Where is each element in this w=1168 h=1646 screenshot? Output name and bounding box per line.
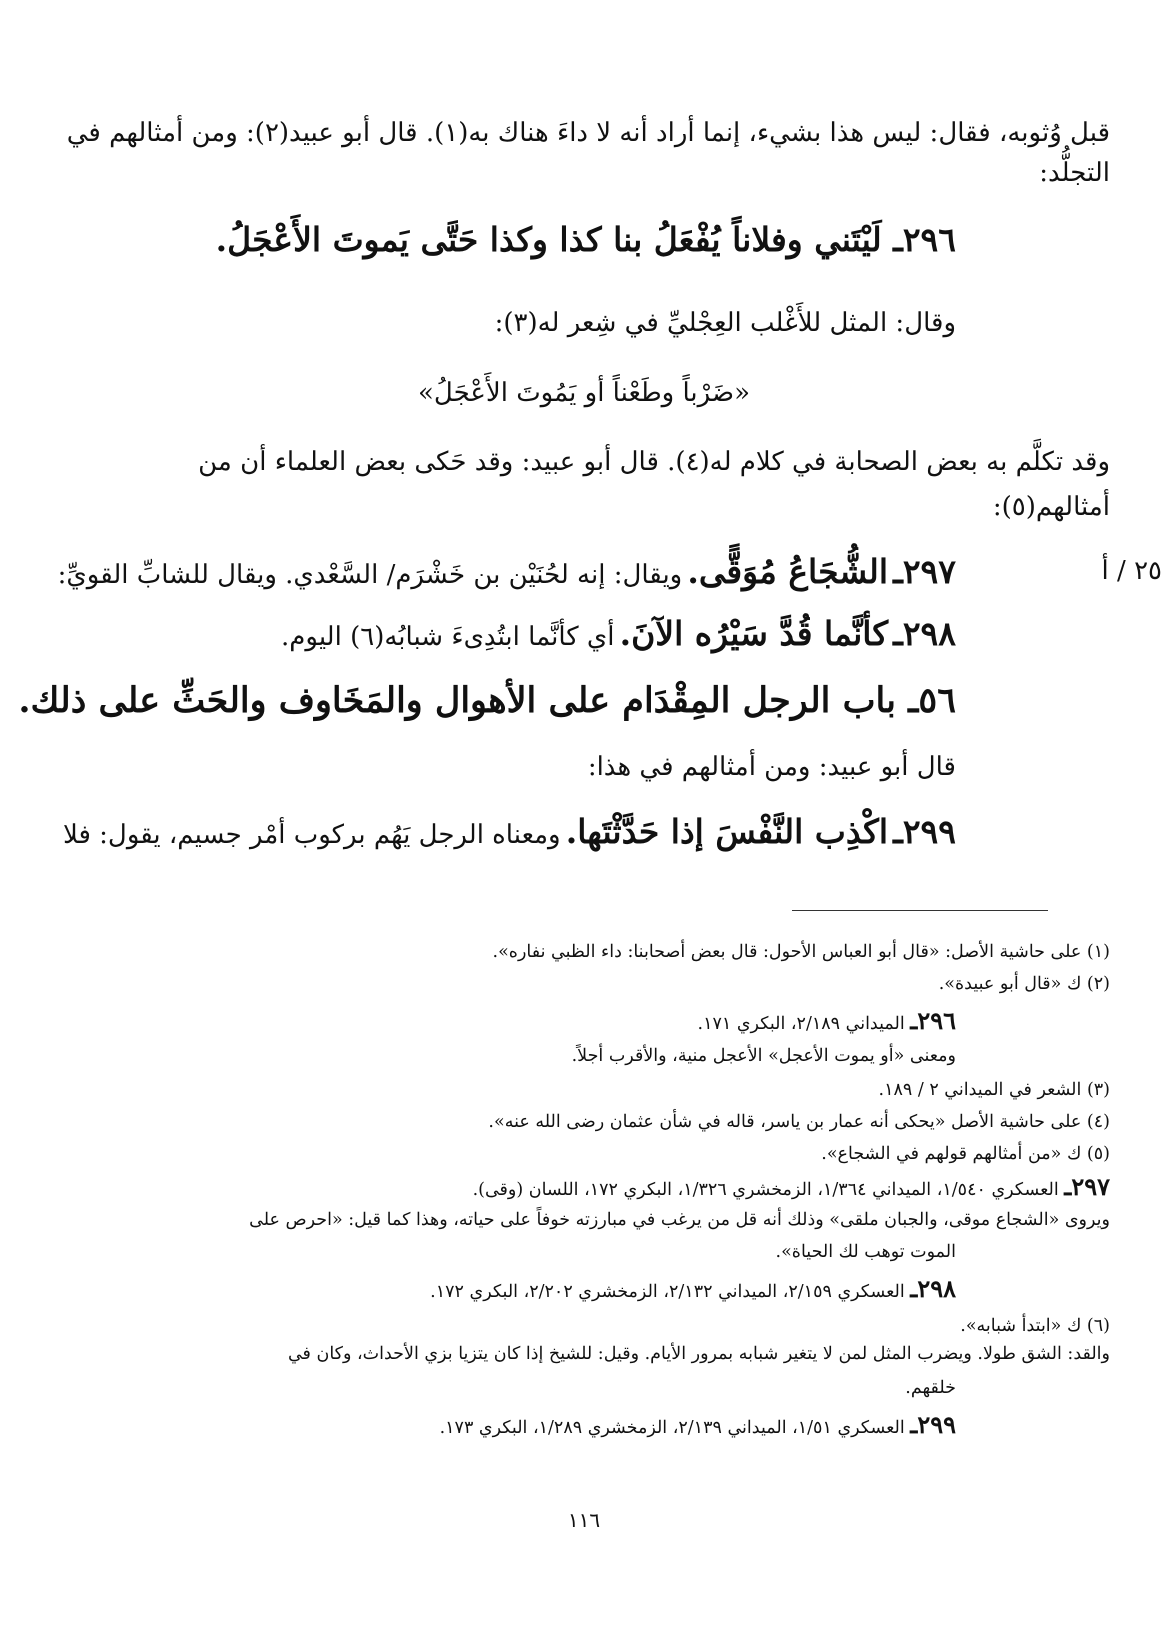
proverb-296: ٢٩٦ـ لَيْتَني وفلاناً يُفْعَلُ بنا كذا وكذا حَتَّى يَموتَ الأَعْجَلُ. bbox=[215, 220, 956, 259]
note-explanation: ومعنى «أو يموت الأعجل» الأعجل منية، والأقرب أجلاً. bbox=[571, 1046, 956, 1066]
note-number: ٢٩٦ـ bbox=[910, 1006, 956, 1035]
note-explanation: والقد: الشق طولا. ويضرب المثل لمن لا يتغير شبابه بمرور الأيام. وقيل: للشيخ إذا كان يتزيا بزي الأحداث، وكان في bbox=[287, 1344, 1110, 1364]
proverb-number: ٢٩٨ـ bbox=[893, 614, 956, 653]
proverb-299 bbox=[63, 812, 956, 851]
source-note-296 bbox=[697, 1006, 956, 1035]
source-note-299 bbox=[440, 1410, 956, 1439]
footnote: (١) على حاشية الأصل: «قال أبو العباس الأحول: قال بعض أصحابنا: داء الظبي نفاره». bbox=[492, 942, 1110, 962]
footnote: (٣) الشعر في الميداني ٢ / ١٨٩. bbox=[878, 1080, 1110, 1100]
footnote: (٥) ك «من أمثالهم قولهم في الشجاع». bbox=[821, 1144, 1110, 1164]
proverb-297 bbox=[58, 552, 956, 591]
proverb-text: الشُّجَاعُ مُوَقًّى. bbox=[687, 552, 889, 591]
proverb-commentary: أي كأنَّما ابتُدِىءَ شبابُه(٦) اليوم. bbox=[281, 622, 615, 652]
proverb-number: ٢٩٧ـ bbox=[893, 552, 956, 591]
proverb-commentary: ويقال: إنه لحُنَيْن بن خَشْرَم/ السَّعْدي. ويقال للشابِّ القويِّ: bbox=[57, 560, 683, 590]
note-number: ٢٩٧ـ bbox=[1064, 1172, 1110, 1201]
note-explanation: خلقهم. bbox=[905, 1378, 956, 1398]
page-number: ١١٦ bbox=[567, 1508, 601, 1532]
note-number: ٢٩٨ـ bbox=[910, 1274, 956, 1303]
proverb-commentary: ومعناه الرجل يَهُم بركوب أمْر جسيم، يقول: فلا bbox=[62, 820, 561, 850]
footnote: (٢) ك «قال أبو عبيدة». bbox=[938, 974, 1110, 994]
paragraph-line: أمثالهم(٥): bbox=[992, 492, 1110, 522]
footnote: (٦) ك «ابتدأ شبابه». bbox=[960, 1316, 1110, 1336]
paragraph-line: وقال: المثل للأَغْلب العِجْليِّ في شِعر له(٣): bbox=[494, 308, 956, 338]
verse: «ضَرْباً وطَعْناً أو يَمُوتَ الأَعْجَلُ» bbox=[417, 378, 750, 408]
note-number: ٢٩٩ـ bbox=[910, 1410, 956, 1439]
footnote: (٤) على حاشية الأصل «يحكى أنه عمار بن ياسر، قاله في شأن عثمان رضى الله عنه». bbox=[488, 1112, 1110, 1132]
source-note-297 bbox=[473, 1172, 1110, 1201]
proverb-text: اكْذِب النَّفْسَ إذا حَدَّثْتَها. bbox=[565, 812, 889, 851]
note-text: العسكري ١/٥١، الميداني ٢/١٣٩، الزمخشري ١/٢٨٩، البكري ١٧٣. bbox=[439, 1418, 905, 1438]
note-text: الميداني ٢/١٨٩، البكري ١٧١. bbox=[697, 1014, 905, 1034]
paragraph-line: وقد تكلَّم به بعض الصحابة في كلام له(٤). قال أبو عبيد: وقد حَكى بعض العلماء أن من bbox=[198, 447, 1110, 477]
note-explanation: الموت توهب لك الحياة». bbox=[775, 1242, 956, 1262]
proverb-text: كأنَّما قُدَّ سَيْرُه الآنَ. bbox=[619, 614, 889, 653]
paragraph-line: التجلُّد: bbox=[1039, 158, 1110, 188]
paragraph-line: قال أبو عبيد: ومن أمثالهم في هذا: bbox=[587, 752, 956, 782]
proverb-298 bbox=[281, 614, 956, 653]
note-text: العسكري ١/٥٤٠، الميداني ١/٣٦٤، الزمخشري ١/٣٢٦، البكري ١٧٢، اللسان (وقى). bbox=[472, 1180, 1059, 1200]
margin-folio-ref: ٢٥ / أ bbox=[1101, 556, 1162, 586]
source-note-298 bbox=[430, 1274, 956, 1303]
proverb-number: ٢٩٩ـ bbox=[893, 812, 956, 851]
note-explanation: ويروى «الشجاع موقى، والجبان ملقى» وذلك أنه قل من يرغب في مبارزته خوفاً على حياته، وهذا كما قيل: «احرص على bbox=[249, 1210, 1110, 1230]
note-text: العسكري ٢/١٥٩، الميداني ٢/١٣٢، الزمخشري ٢/٢٠٢، البكري ١٧٢. bbox=[430, 1282, 905, 1302]
chapter-heading: ٥٦ـ باب الرجل المِقْدَام على الأهوال والمَخَاوف والحَثِّ على ذلك. bbox=[18, 680, 956, 721]
paragraph-line: قبل وُثوبه، فقال: ليس هذا بشيء، إنما أراد أنه لا داءَ هناك به(١). قال أبو عبيد(٢): ومن أمثالهم في bbox=[66, 118, 1110, 148]
footnote-separator bbox=[792, 910, 1048, 911]
